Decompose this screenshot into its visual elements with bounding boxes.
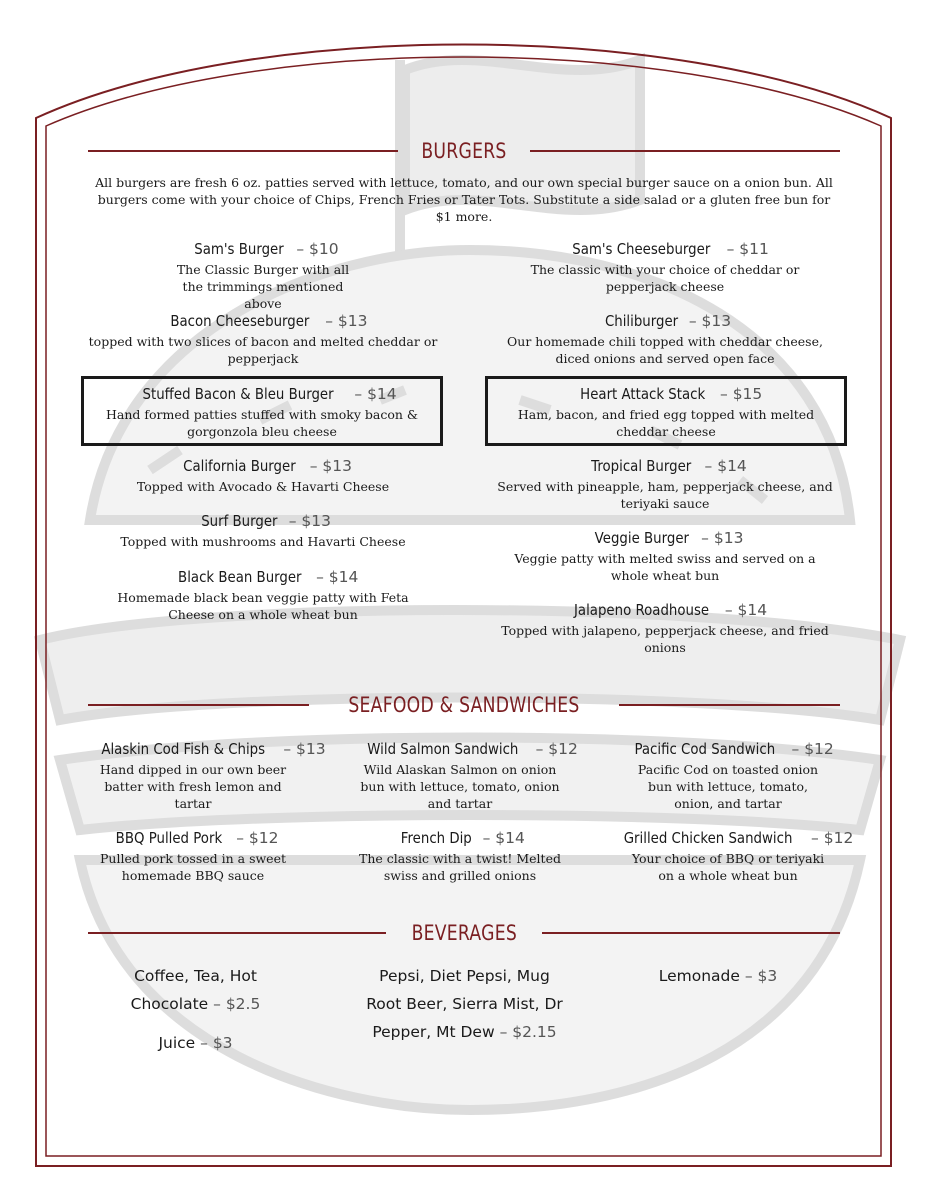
beverage-item xyxy=(98,1029,293,1057)
menu-item xyxy=(490,527,840,584)
item-name: Sam's Cheeseburger xyxy=(572,240,711,258)
featured-menu-item xyxy=(485,376,847,446)
item-name: Stuffed Bacon & Bleu Burger xyxy=(142,385,334,403)
item-description: Your choice of BBQ or teriyaki on a whole wheat bun xyxy=(631,851,825,883)
item-price: – $3 xyxy=(739,967,778,985)
item-description: The Classic Burger with all the trimmings mentioned above xyxy=(176,262,350,311)
item-name: Pacific Cod Sandwich xyxy=(634,740,776,758)
item-price: – $13 xyxy=(696,529,744,547)
menu-item xyxy=(88,310,438,367)
item-price: – $12 xyxy=(530,740,578,758)
item-price: – $13 xyxy=(304,457,353,475)
item-description: Hand dipped in our own beer batter with fresh lemon and tartar xyxy=(99,762,287,811)
divider xyxy=(88,704,309,706)
item-description: The classic with your choice of cheddar or pepperjack cheese xyxy=(530,262,800,294)
divider xyxy=(619,704,840,706)
item-description: Topped with jalapeno, pepperjack cheese, and fried onions xyxy=(501,623,829,655)
item-name: Bacon Cheeseburger xyxy=(169,312,309,330)
section-title-burgers: BURGERS xyxy=(421,139,507,163)
beverage-item xyxy=(98,962,293,1018)
menu-item xyxy=(88,455,438,495)
item-name: Sam's Burger xyxy=(194,240,285,258)
item-price: – $13 xyxy=(320,312,368,330)
item-price: – $13 xyxy=(683,312,732,330)
item-name: Grilled Chicken Sandwich xyxy=(623,829,793,847)
menu-item xyxy=(355,738,578,812)
item-price: – $14 xyxy=(699,457,747,475)
item-name: Chiliburger xyxy=(604,312,678,330)
item-name: BBQ Pulled Pork xyxy=(116,829,223,847)
menu-item xyxy=(610,827,854,884)
item-description: Our homemade chili topped with cheddar cheese, diced onions and served open face xyxy=(507,334,823,366)
item-description: Homemade black bean veggie patty with Feta Cheese on a whole wheat bun xyxy=(117,590,409,622)
menu-item xyxy=(490,599,840,656)
divider xyxy=(88,150,398,152)
item-price: – $14 xyxy=(349,385,397,403)
item-price: – $12 xyxy=(786,740,834,758)
divider xyxy=(88,932,386,934)
burgers-intro-text: All burgers are fresh 6 oz. patties served with lettuce, tomato, and our own special burger sauce on a onion bun. All burgers come with your choice of Chips, French Fries or Tater Tots. Substitute a side salad or a gluten free bun for $1 more. xyxy=(95,175,833,224)
beverage-item xyxy=(362,962,567,1046)
item-description: Hand formed patties stuffed with smoky bacon & gorgonzola bleu cheese xyxy=(105,407,419,439)
menu-item xyxy=(490,238,840,295)
item-description: Veggie patty with melted swiss and served on a whole wheat bun xyxy=(514,551,816,583)
item-name: Wild Salmon Sandwich xyxy=(367,740,519,758)
item-name: Juice xyxy=(158,1034,196,1052)
item-price: – $13 xyxy=(283,512,331,530)
burgers-section-header xyxy=(88,136,840,166)
section-title-beverages: BEVERAGES xyxy=(411,921,517,945)
menu-item xyxy=(88,238,438,312)
menu-item xyxy=(490,455,840,512)
item-name: Pepsi, Diet Pepsi, Mug Root Beer, Sierra Mist, Dr Pepper, Mt Dew xyxy=(366,967,563,1041)
item-description: Served with pineapple, ham, pepperjack cheese, and teriyaki sauce xyxy=(497,479,833,511)
item-name: California Burger xyxy=(183,457,296,475)
item-price: – $14 xyxy=(477,829,525,847)
item-name: Surf Burger xyxy=(201,512,278,530)
item-description: Pacific Cod on toasted onion bun with lettuce, tomato, onion, and tartar xyxy=(637,762,819,811)
seafood-section-header xyxy=(88,690,840,720)
menu-item xyxy=(88,827,298,884)
item-price: – $13 xyxy=(278,740,326,758)
item-description: Topped with mushrooms and Havarti Cheese xyxy=(120,534,406,549)
item-description: Wild Alaskan Salmon on onion bun with lettuce, tomato, onion and tartar xyxy=(360,762,560,811)
item-name: Heart Attack Stack xyxy=(579,385,705,403)
beverage-item xyxy=(623,962,813,990)
item-price: – $12 xyxy=(806,829,854,847)
section-title-seafood: SEAFOOD & SANDWICHES xyxy=(348,693,580,717)
divider xyxy=(542,932,840,934)
item-name: Lemonade xyxy=(658,967,740,985)
menu-item xyxy=(88,566,438,623)
item-price: – $14 xyxy=(311,568,359,586)
item-price: – $2.15 xyxy=(494,1023,557,1041)
item-description: Ham, bacon, and fried egg topped with melted cheddar cheese xyxy=(517,407,815,439)
menu-item xyxy=(88,510,438,550)
item-price: – $2.5 xyxy=(208,995,261,1013)
item-name: French Dip xyxy=(400,829,472,847)
item-price: – $10 xyxy=(291,240,339,258)
item-price: – $11 xyxy=(721,240,769,258)
menu-item xyxy=(355,827,565,884)
item-description: The classic with a twist! Melted swiss and grilled onions xyxy=(359,851,561,883)
menu-item xyxy=(88,738,326,812)
divider xyxy=(530,150,840,152)
item-price: – $12 xyxy=(231,829,279,847)
item-description: Pulled pork tossed in a sweet homemade BBQ sauce xyxy=(99,851,286,883)
item-description: topped with two slices of bacon and melted cheddar or pepperjack xyxy=(88,334,438,366)
item-name: Veggie Burger xyxy=(594,529,689,547)
item-price: – $15 xyxy=(715,385,763,403)
item-name: Jalapeno Roadhouse xyxy=(573,601,709,619)
item-name: Black Bean Burger xyxy=(177,568,302,586)
beverages-section-header xyxy=(88,918,840,948)
menu-item xyxy=(490,310,840,367)
featured-menu-item xyxy=(81,376,443,446)
item-price: – $3 xyxy=(195,1034,233,1052)
item-name: Tropical Burger xyxy=(591,457,692,475)
item-name: Coffee, Tea, Hot Chocolate xyxy=(130,967,257,1013)
menu-item xyxy=(623,738,833,812)
item-price: – $14 xyxy=(719,601,768,619)
item-description: Topped with Avocado & Havarti Cheese xyxy=(136,479,390,494)
item-name: Alaskin Cod Fish & Chips xyxy=(101,740,266,758)
